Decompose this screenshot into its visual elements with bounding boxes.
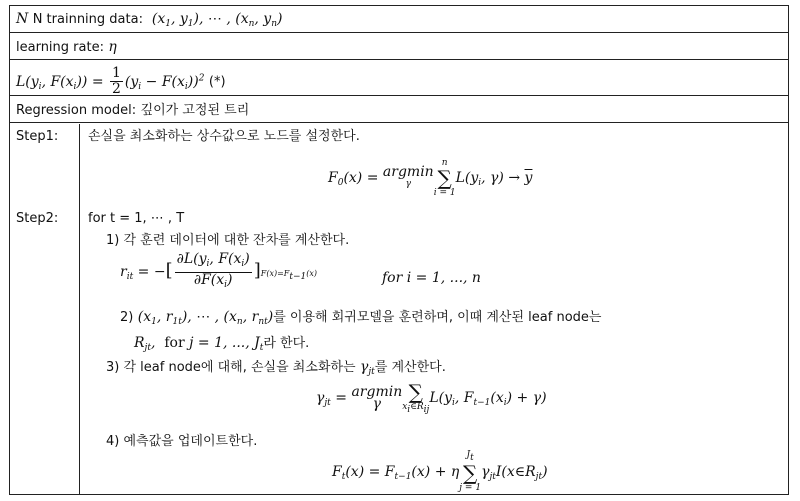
training-data-text: N N trainning data: ($x_1$, $y_1$), ⋯ , ($x_n$, $y_n$) [16, 11, 283, 29]
column-divider [79, 124, 80, 494]
step2-loop: for t = 1, ⋯ , T [88, 211, 185, 226]
update-formula: $F_t(x) = F_{t-1}(x) + \eta$ $J_t$ ∑ j = 1 $\gamma_{jt}I(x\in R_{jt})$ [332, 450, 548, 493]
algorithm-box [9, 5, 789, 495]
regression-model-text: Regression model: 깊이가 고정된 트리 [16, 103, 250, 118]
step2-sub2: 2) ($x_1$, $r_{1t}$), ⋯ , ($x_n$, $r_{nt}$)를 이용해 회귀모델을 훈련하며, 이때 계산된 leaf node는 [120, 309, 602, 327]
step2-sub4: 4) 예측값을 업데이트한다. [106, 434, 258, 449]
step1-formula: $F_0(x) = argmin$ γ n ∑ i = 1 $L(y_i$, $\gamma) \to \overline{y}$ [328, 158, 533, 198]
step1-label: Step1: [16, 129, 59, 144]
loss-function-row [10, 60, 788, 96]
residual-for-text: for i = 1, ..., n [382, 270, 481, 286]
step1-text: 손실을 최소화하는 상수값으로 노드를 설정한다. [88, 129, 360, 144]
learning-rate-row [10, 33, 788, 60]
residual-formula: $r_{it}$ = −[ $\frac{\partial L(y_i, F(x_i)}{\partial F(x_i)}$ ]$F(x)=F_{t-1}(x)$ [120, 250, 318, 290]
step2-sub2-line2: $R_{jt}$, for j = 1, ..., $J_t$라 한다. [134, 335, 310, 353]
step2-sub1: 1) 각 훈련 데이터에 대한 잔차를 계산한다. [106, 233, 350, 248]
learning-rate-text: learning rate: η [16, 39, 117, 55]
regression-model-row [10, 96, 788, 123]
step2-label: Step2: [16, 211, 59, 226]
loss-function-formula: $L(y_i$, $F(x_i)$) = $\frac{1}{2}$ $(y_i - F(x_i))^2$ (*) [16, 65, 226, 98]
step2-sub3: 3) 각 leaf node에 대해, 손실을 최소화하는 $\gamma_{jt}$를 계산한다. [106, 359, 446, 377]
gamma-formula: $\gamma_{jt} = argmin$ γ ∑ $x_i\in R_{ij}$ $L(y_i$, $F_{t-1}(x_i) + \gamma$) [316, 379, 547, 415]
training-data-row [10, 6, 788, 33]
